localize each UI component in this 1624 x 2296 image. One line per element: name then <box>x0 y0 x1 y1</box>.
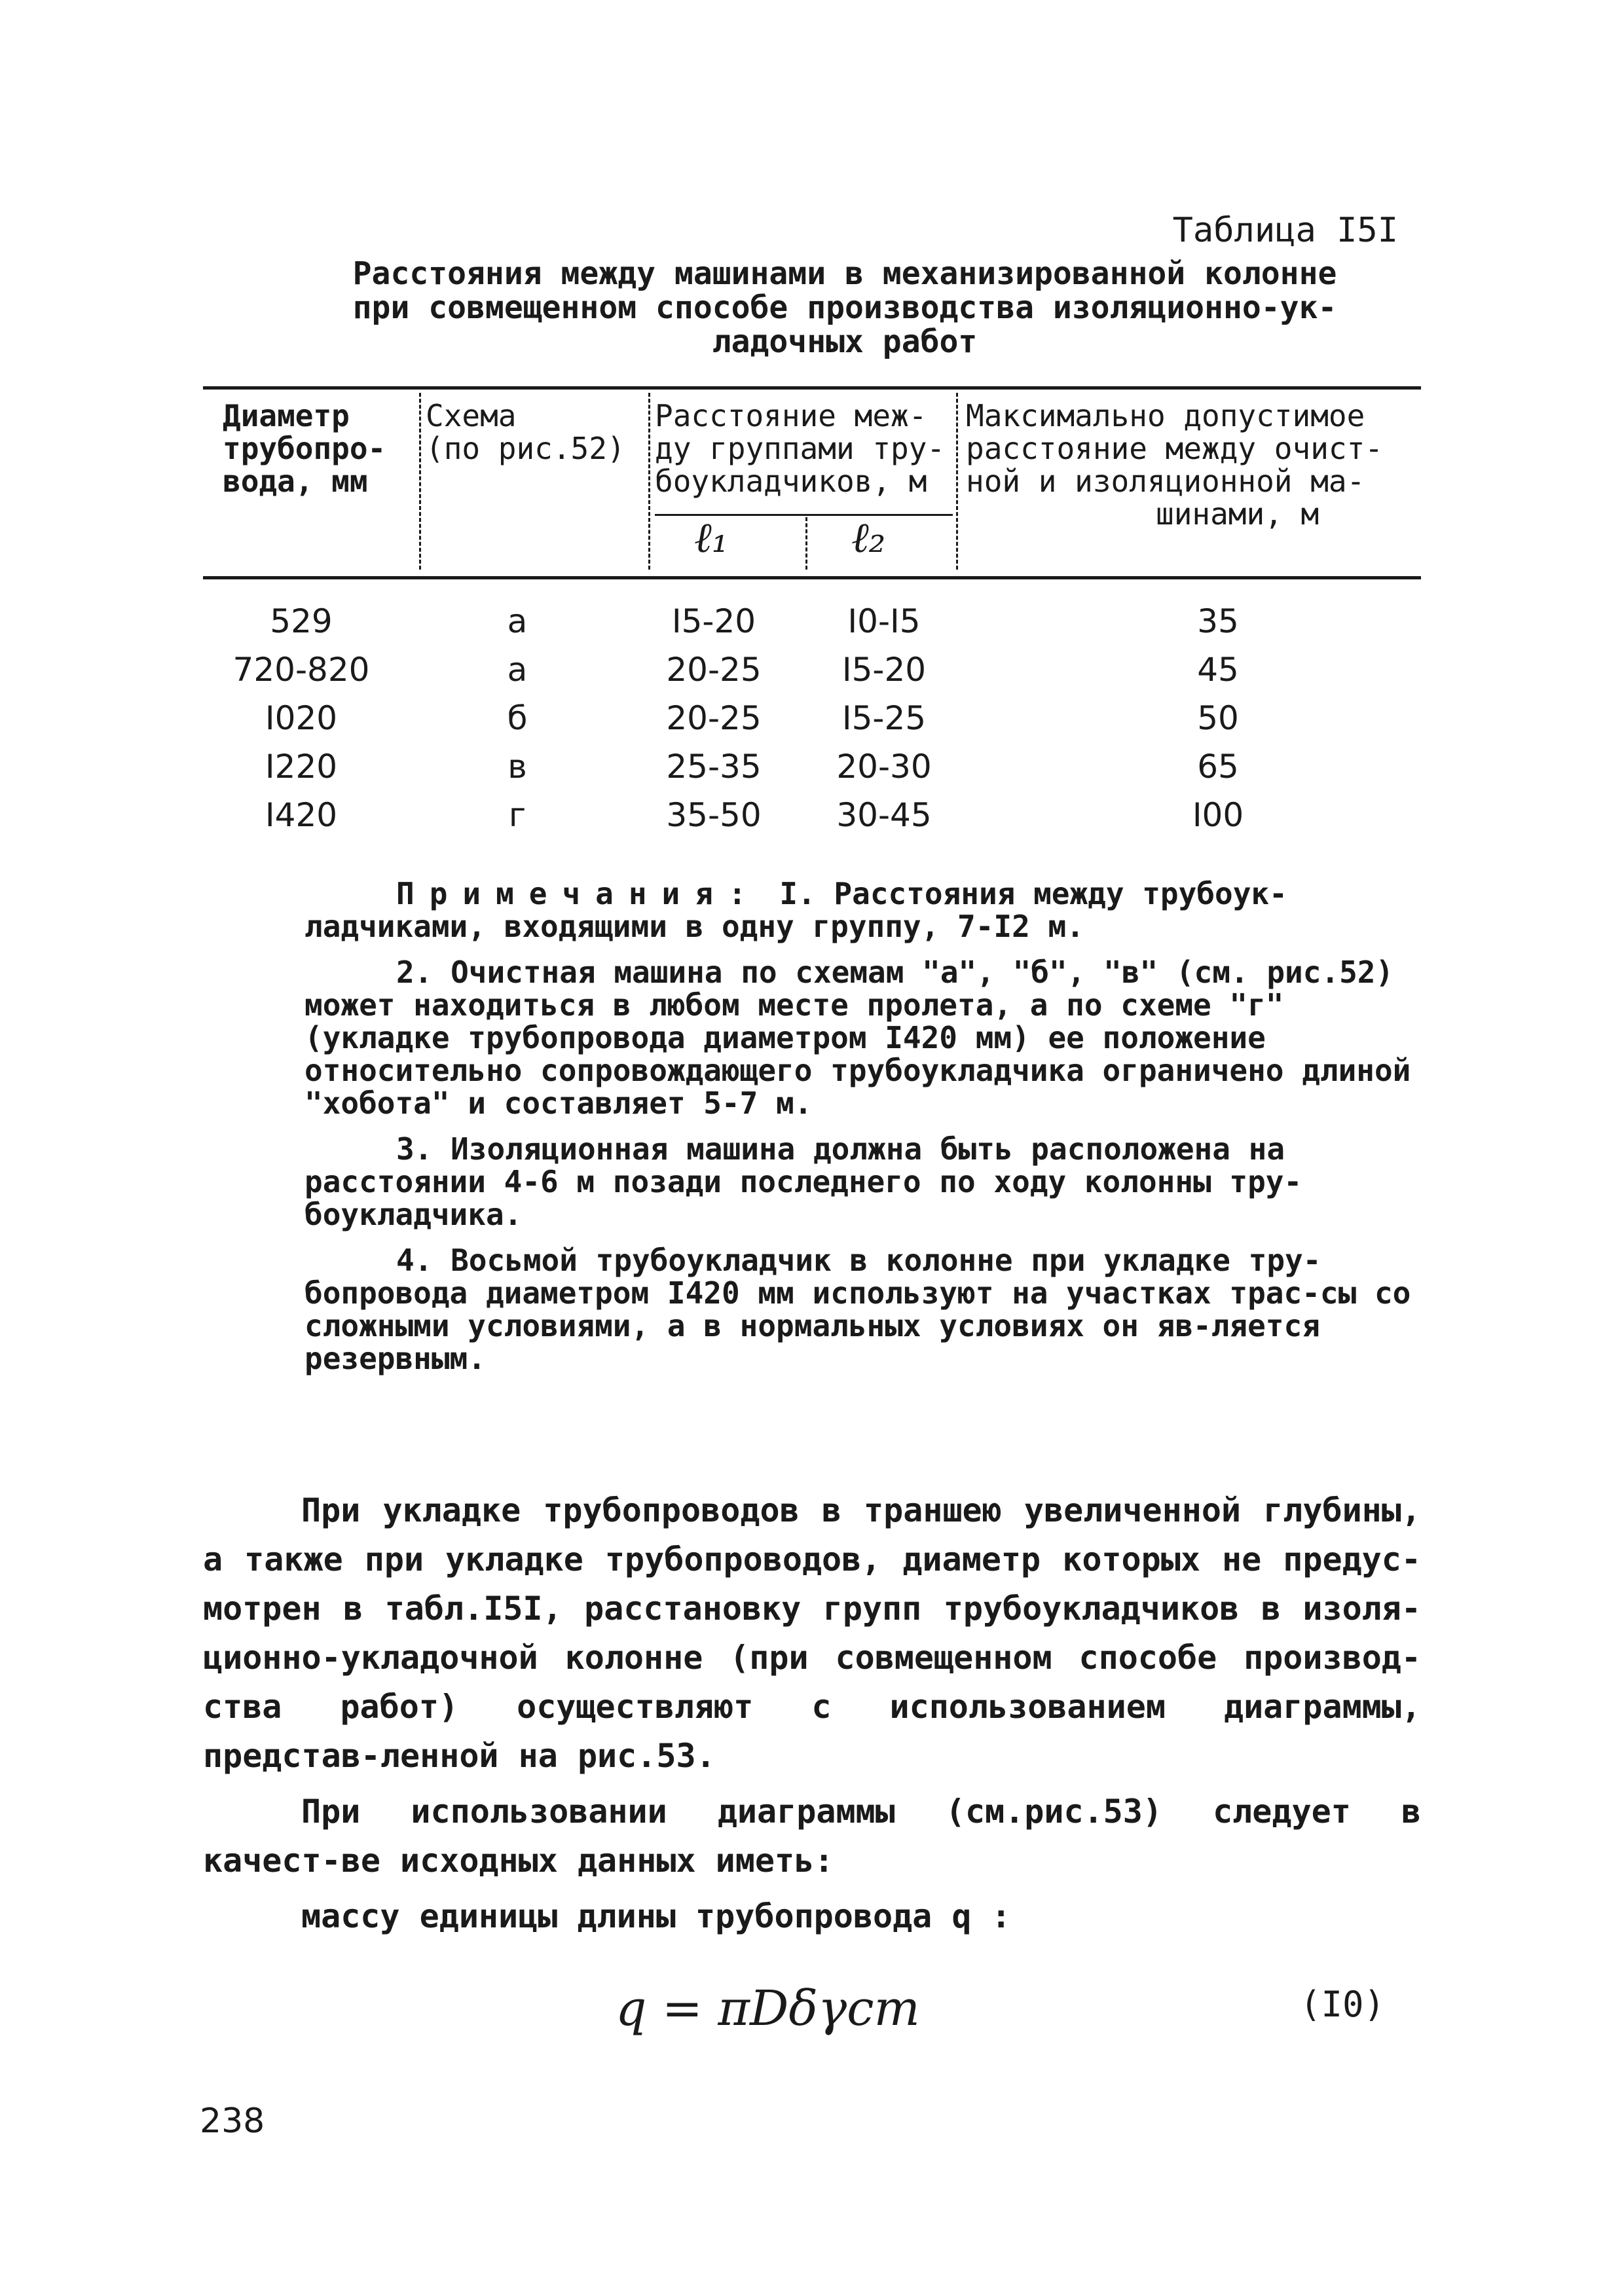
cell-l1: I5-20 <box>671 602 756 640</box>
table-label: Таблица I5I <box>1172 211 1398 250</box>
cell-max: I00 <box>1192 796 1244 834</box>
header-l2: ℓ₂ <box>851 514 886 562</box>
cell-l2: I5-25 <box>841 699 927 737</box>
note-item <box>304 1244 1411 1375</box>
note-item <box>304 1133 1411 1231</box>
cell-scheme: в <box>507 748 527 786</box>
column-divider <box>805 517 807 570</box>
table-notes <box>304 877 1411 1388</box>
cell-scheme: а <box>507 602 528 640</box>
table-top-rule <box>203 386 1421 390</box>
cell-max: 65 <box>1197 748 1239 786</box>
cell-l2: 20-30 <box>836 748 932 786</box>
cell-diameter: I420 <box>265 796 338 834</box>
cell-l2: 30-45 <box>836 796 932 834</box>
header-distance-groups: Расстояние меж- ду группами тру- боукладчиков, м <box>655 398 946 499</box>
note-text: 2. Очистная машина по схемам "а", "б", "в" (см. рис.52) может находиться в любом месте пролета, а по схеме "г" (укладке трубопровода диаметром I420 мм) ее положение относительно сопровождающего трубоукладчика ограничено длиной "хобота" и составляет 5-7 м. <box>304 955 1411 1121</box>
formula-expression: q = πDδγст <box>616 1980 920 2037</box>
header-scheme: Схема (по рис.52) <box>426 398 625 466</box>
cell-diameter: 720-820 <box>232 651 370 689</box>
table-row <box>203 748 1421 796</box>
table-row <box>203 699 1421 748</box>
note-item <box>304 956 1411 1120</box>
cell-l1: 20-25 <box>666 651 762 689</box>
header-diameter: Диаметр трубопро- вода, мм <box>223 398 386 499</box>
body-paragraph: При укладке трубопроводов в траншею увеличенной глубины, а также при укладке трубопроводов, диаметр которых не предус-мотрен в табл.I5I, расстановку групп трубоукладчиков в изоля-ционно-укладочной колонне (при совмещенном способе производ-ства работ) осуществляют с использованием диаграммы, представ-ленной на рис.53. <box>203 1491 1421 1775</box>
note-text: 3. Изоляционная машина должна быть расположена на расстоянии 4-6 м позади последнего по ходу колонны тру-боукладчика. <box>304 1131 1302 1232</box>
caption-line: Расстояния между машинами в механизированной колонне <box>352 255 1337 292</box>
column-divider <box>419 393 421 570</box>
cell-l1: 20-25 <box>666 699 762 737</box>
mass-line: массу единицы длины трубопровода q : <box>301 1897 1011 1935</box>
caption-line: ладочных работ <box>712 323 978 360</box>
cell-max: 35 <box>1197 602 1239 640</box>
cell-l2: I0-I5 <box>847 602 921 640</box>
caption-line: при совмещенном способе производства изоляционно-ук- <box>352 289 1337 326</box>
cell-diameter: I020 <box>265 699 338 737</box>
cell-scheme: б <box>507 699 528 737</box>
formula-number: (I0) <box>1300 1984 1386 2025</box>
note-text: I. Расстояния между трубоук-ладчиками, входящими в одну группу, 7-I2 м. <box>304 876 1287 944</box>
cell-scheme: а <box>507 651 528 689</box>
note-text: 4. Восьмой трубоукладчик в колонне при укладке тру-бопровода диаметром I420 мм используют на участках трас-сы со сложными условиями, а в нормальных условиях он яв-ляется резервным. <box>304 1243 1411 1376</box>
body-text <box>203 1486 1421 1948</box>
cell-max: 45 <box>1197 651 1239 689</box>
column-divider <box>956 393 958 570</box>
table-row <box>203 796 1421 845</box>
page-number: 238 <box>200 2102 265 2141</box>
table-header-rule <box>203 576 1421 579</box>
header-l1: ℓ₁ <box>694 514 729 562</box>
cell-l1: 35-50 <box>666 796 762 834</box>
table-caption <box>288 257 1401 359</box>
cell-l2: I5-20 <box>841 651 927 689</box>
table-row <box>203 651 1421 699</box>
cell-l1: 25-35 <box>666 748 762 786</box>
column-divider <box>648 393 650 570</box>
cell-diameter: 529 <box>270 602 333 640</box>
cell-diameter: I220 <box>265 748 338 786</box>
table-row <box>203 602 1421 651</box>
cell-max: 50 <box>1197 699 1239 737</box>
header-max-distance: Максимально допустимое расстояние между очист- ной и изоляционной ма- шинами, м <box>966 398 1383 532</box>
body-paragraph: При использовании диаграммы (см.рис.53) следует в качест-ве исходных данных иметь: <box>203 1793 1421 1880</box>
cell-scheme: г <box>508 796 526 834</box>
note-item <box>304 877 1411 943</box>
notes-heading: Примечания: <box>396 876 762 911</box>
